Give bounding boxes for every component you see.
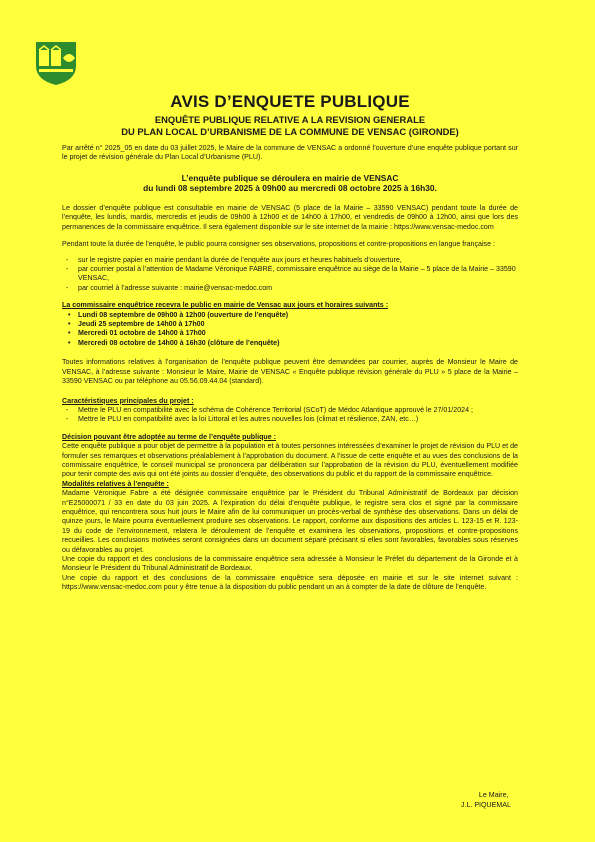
list-item: • Jeudi 25 septembre de 14h00 à 17h00 [78,320,518,329]
permanences-list [62,311,518,349]
commune-logo [33,36,79,86]
signature-role: Le Maire, [478,791,509,799]
copie-paragraph-2: Une copie du rapport et des conclusions de la commissaire enquêtrice sera déposée en mairie et sur le site internet suivant : https://www.vensac-medoc.com pour y être tenue à la disposition du public pendant un an à compter de la date de clôture de l’enquête. [62,573,518,592]
list-item: - par courrier postal à l’attention de Madame Véronique FABRE, commissaire enquêtrice au siège de la Mairie – 5 place de la Mairie – 33590 VENSAC, [78,265,518,284]
caract-list [62,406,518,425]
signature-block [461,790,511,810]
notice-body [62,92,518,593]
dates-line-2: du lundi 08 septembre 2025 à 09h00 au mercredi 08 octobre 2025 à 16h30. [143,183,437,194]
moyens-list [62,256,518,294]
list-item: - Mettre le PLU en compatibilité avec la loi Littoral et les autres nouvelles lois (climat et résilience, ZAN, etc…) [78,415,518,424]
modalites-title: Modalités relatives à l’enquête : [62,479,169,488]
subtitle-2: DU PLAN LOCAL D’URBANISME DE LA COMMUNE DE VENSAC (GIRONDE) [121,126,459,137]
dates-line-1: L’enquête publique se déroulera en mairie de VENSAC [181,172,399,183]
signature-name: J.L. PIQUEMAL [460,801,511,809]
list-item: • Mercredi 01 octobre de 14h00 à 17h00 [78,329,518,338]
decision-title: Décision pouvant être adoptée au terme de l’enquête publique : [62,432,277,441]
notice-title: AVIS D’ENQUETE PUBLIQUE [170,92,410,111]
dossier-paragraph: Le dossier d’enquête publique est consultable en mairie de VENSAC (5 place de la Mairie – 33590 VENSAC) pendant toute la durée de l’enquête, les lundis, mardis, mercredis et jeudis de 09h00 à 12h00 et de 14h00 à 17h00, et vendredis de 09h00 à 12h00, ainsi que lors des permanences de la commissaire enquêtrice. Il sera également disponible sur le site internet de la mairie : https://www.vensac-medoc.com [62,204,518,231]
infos-paragraph: Toutes informations relatives à l’organisation de l’enquête publique peuvent être demandées par courrier, auprès de Monsieur le Maire de VENSAC, à l’adresse suivante : Monsieur le Maire, Mairie de VENSAC « Enquête publique révision générale du PLU » 5 place de la Mairie – 33590 VENSAC ou par téléphone au 05.56.09.44.04 (standard). [62,358,518,386]
list-item: • Mercredi 08 octobre de 14h00 à 16h30 (clôture de l’enquête) [78,339,518,348]
list-item: - par courriel à l’adresse suivante : mairie@vensac-medoc.com [78,284,518,293]
pendant-paragraph: Pendant toute la durée de l’enquête, le public pourra consigner ses observations, propositions et contre-propositions en langue française : [62,240,495,249]
list-item: - Mettre le PLU en compatibilité avec le schéma de Cohérence Territorial (SCoT) de Médoc Atlantique approuvé le 27/01/2024 ; [78,406,518,415]
copie-paragraph-1: Une copie du rapport et des conclusions de la commissaire enquêtrice sera adressée à Monsieur le Préfet du département de la Gironde et à Monsieur le Président du Tribunal Administratif de Bordeaux. [62,555,518,573]
modalites-paragraph: Madame Véronique Fabre a été désignée commissaire enquêtrice par le Président du Tribunal Administratif de Bordeaux par décision n°E25000071 / 33 en date du 03 juin 2025. A l’expiration du délai d’enquête publique, le registre sera clos et signé par la commissaire enquêtrice, qui rencontrera sous huit jours le Maire afin de lui communiquer un procès-verbal de synthèse des observations. Dans un délai de quinze jours, le Maire pourra éventuellement produire ses observations. Le rapport, conforme aux dispositions des articles L. 123-15 et R. 123-19 du code de l’environnement, relatera le déroulement de l’enquête et examinera les observations, propositions et contre-propositions recueillies. Les conclusions motivées seront consignées dans un document séparé précisant si elles sont favorables, favorables sous réserves ou défavorables au projet. [62,489,518,554]
subtitle-1: ENQUÊTE PUBLIQUE RELATIVE A LA REVISION GENERALE [154,114,426,125]
decision-paragraph: Cette enquête publique a pour objet de permettre à la population et à toutes personnes intéressées d’examiner le projet de révision du PLU et de formuler ses remarques et observations préalablement à l’approbation du document. A l’issue de cette enquête et au vues des conclusions de la commissaire enquêtrice, le conseil municipal se prononcera par délibération sur l’approbation de la révision du PLU, éventuellement modifiée pour tenir compte des avis qui ont été joints au dossier d’enquête, des observations du public et du rapport de la commissaire enquêtrice. [62,442,518,479]
caract-title: Caractéristiques principales du projet : [62,396,194,405]
list-item: - sur le registre papier en mairie pendant la durée de l’enquête aux jours et heures habituels d’ouverture, [78,256,518,265]
list-item: • Lundi 08 septembre de 09h00 à 12h00 (ouverture de l’enquête) [78,311,518,320]
permanences-title: La commissaire enquêtrice recevra le public en mairie de Vensac aux jours et horaires suivants : [62,301,389,310]
intro-paragraph: Par arrêté n° 2025_05 en date du 03 juillet 2025, le Maire de la commune de VENSAC a ordonné l’ouverture d’une enquête publique portant sur le projet de révision générale du Plan Local d’Urbanisme (PLU). [62,144,518,162]
